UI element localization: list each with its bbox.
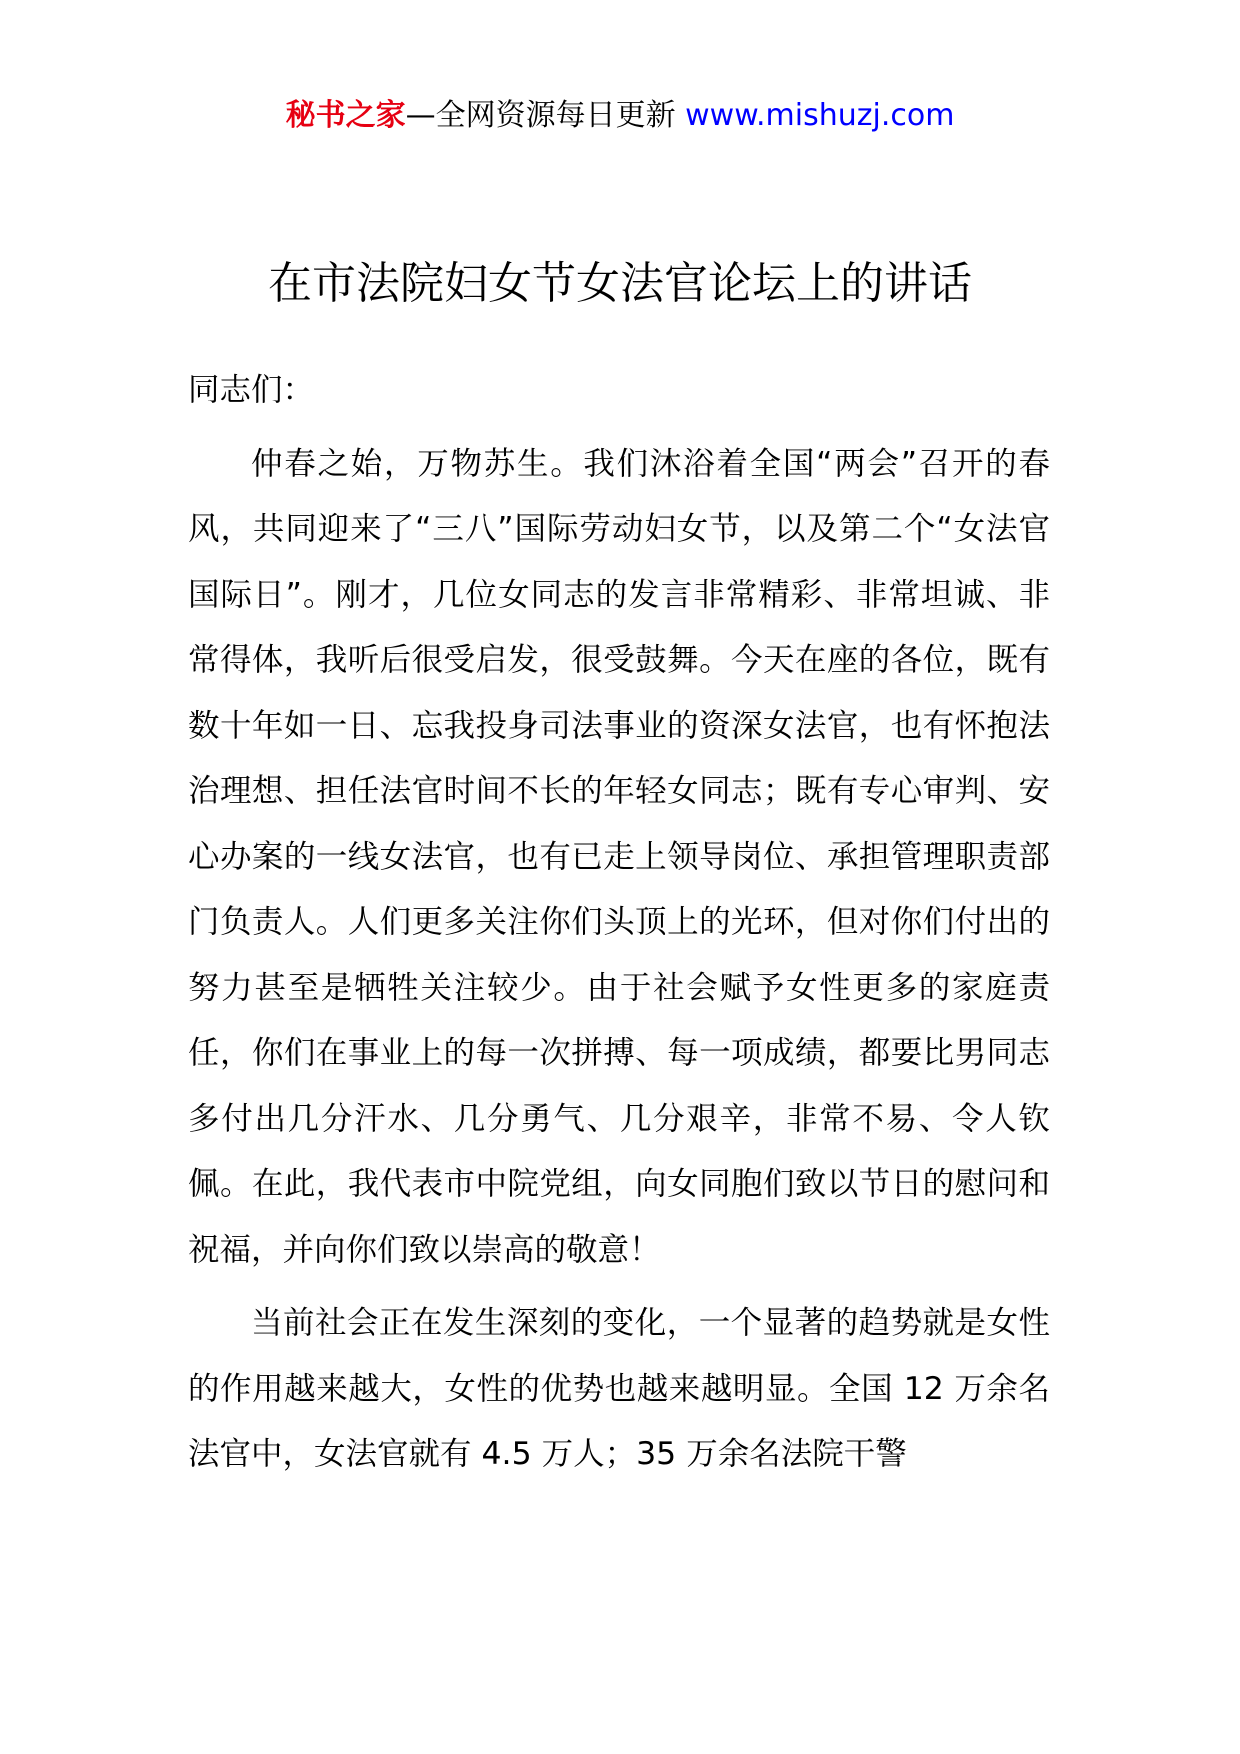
document-title: 在市法院妇女节女法官论坛上的讲话 [268, 258, 972, 309]
salutation: 同志们： [188, 372, 315, 408]
site-brand: 秘书之家 [285, 98, 406, 133]
document-body [188, 358, 1050, 1496]
site-header [0, 96, 1240, 136]
paragraph: 仲春之始，万物苏生。我们沐浴着全国“两会”召开的春风，共同迎来了“三八”国际劳动妇女节，以及第二个“女法官国际日”。刚才，几位女同志的发言非常精彩、非常坦诚、非常得体，我听后很受启发，很受鼓舞。今天在座的各位，既有数十年如一日、忘我投身司法事业的资深女法官，也有怀抱法治理想、担任法官时间不长的年轻女同志；既有专心审判、安心办案的一线女法官，也有已走上领导岗位、承担管理职责部门负责人。人们更多关注你们头顶上的光环，但对你们付出的努力甚至是牺牲关注较少。由于社会赋予女性更多的家庭责任，你们在事业上的每一次拼搏、每一项成绩，都要比男同志多付出几分汗水、几分勇气、几分艰辛，非常不易、令人钦佩。在此，我代表市中院党组，向女同胞们致以节日的慰问和祝福，并向你们致以崇高的敬意！ [188, 445, 1050, 1268]
site-url-link[interactable]: www.mishuzj.com [685, 98, 955, 133]
paragraph: 当前社会正在发生深刻的变化，一个显著的趋势就是女性的作用越来越大，女性的优势也越来越明显。全国 12 万余名法官中，女法官就有 4.5 万人；35 万余名法院干警 [188, 1305, 1050, 1472]
site-tagline: —全网资源每日更新 [405, 98, 676, 133]
